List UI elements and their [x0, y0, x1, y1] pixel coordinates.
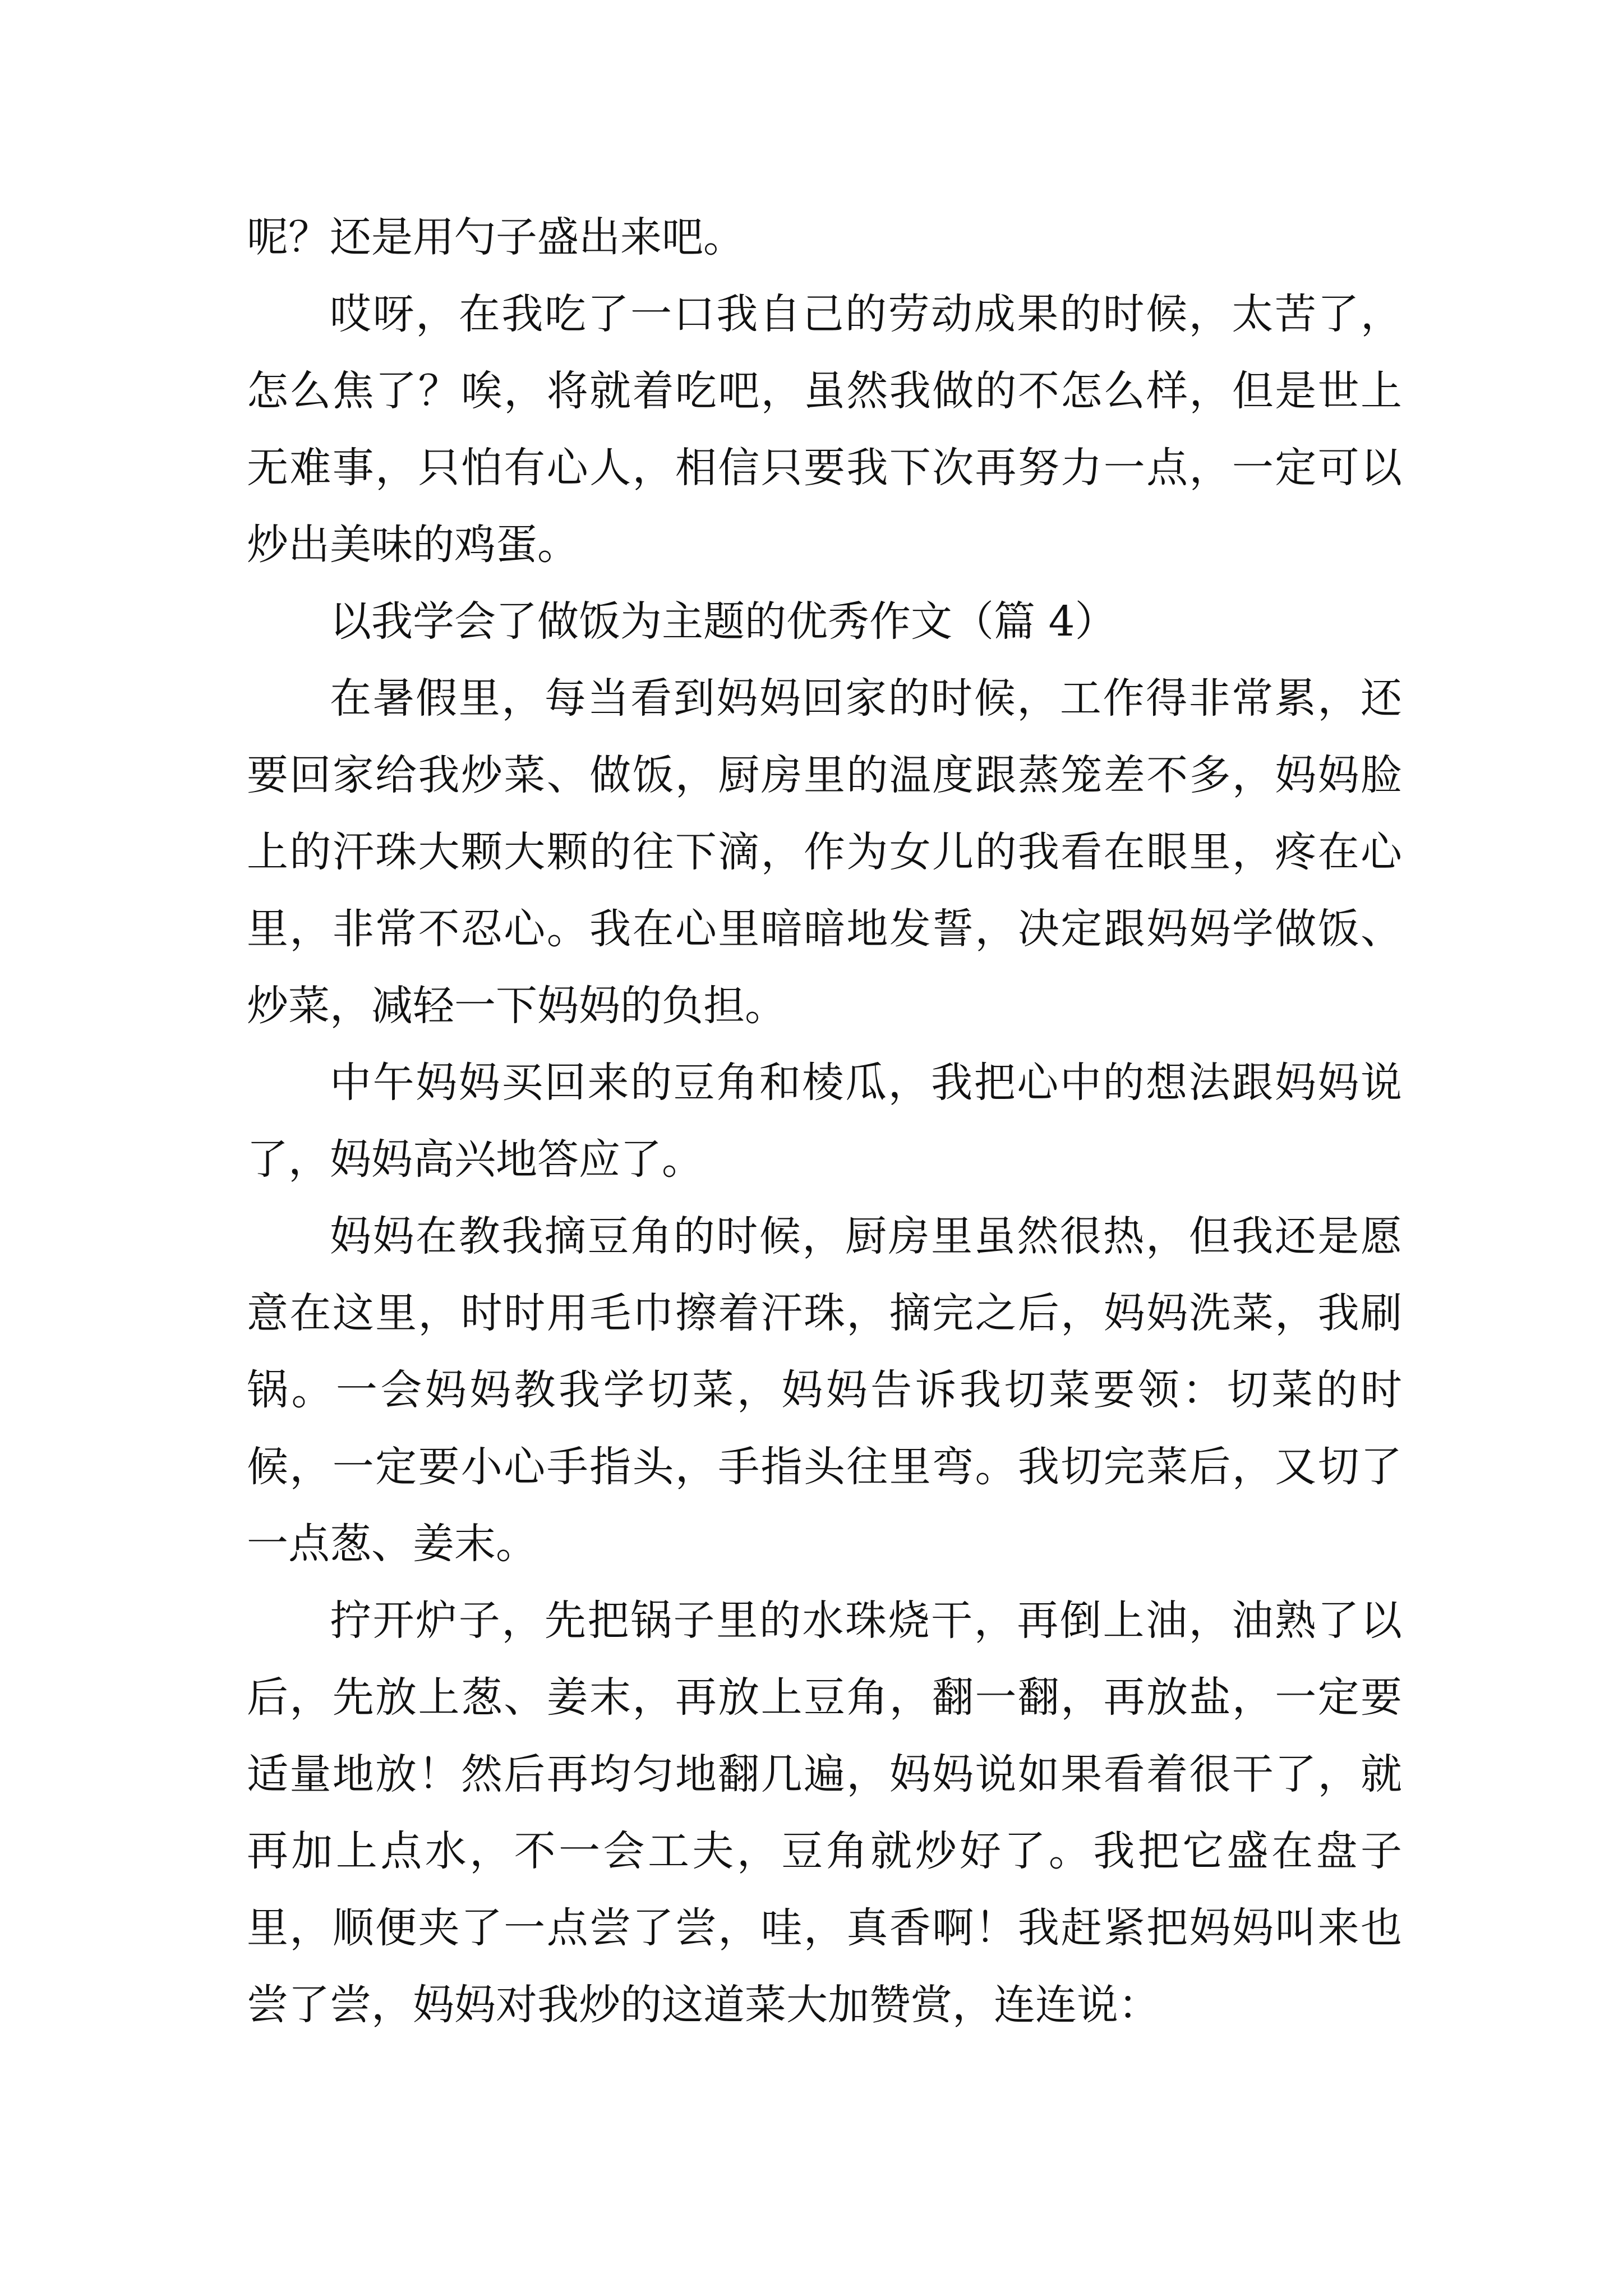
paragraph-cooking-steps: 拧开炉子，先把锅子里的水珠烧干，再倒上油，油熟了以后，先放上葱、姜末，再放上豆角，翻一翻，再放盐，一定要适量地放！然后再均匀地翻几遍，妈妈说如果看着很干了，就再加上点水，不一会工夫，豆角就炒好了。我把它盛在盘子里，顺便夹了一点尝了尝，哇，真香啊！我赶紧把妈妈叫来也尝了尝，妈妈对我炒的这道菜大加赞赏，连连说：: [247, 1596, 1402, 2029]
section-heading: 以我学会了做饭为主题的优秀作文（篇 4）: [330, 597, 1117, 646]
paragraph-picking-beans: 妈妈在教我摘豆角的时候，厨房里虽然很热，但我还是愿意在这里，时时用毛巾擦着汗珠，摘完之后，妈妈洗菜，我刷锅。一会妈妈教我学切菜，妈妈告诉我切菜要领：切菜的时候，一定要小心手指头，手指头往里弯。我切完菜后，又切了一点葱、姜末。: [247, 1212, 1402, 1568]
paragraph-continuation: 呢？还是用勺子盛出来吧。: [247, 213, 745, 261]
paragraph-bitter-eggs: 哎呀，在我吃了一口我自己的劳动成果的时候，太苦了，怎么焦了？唉，将就着吃吧，虽然我做的不怎么样，但是世上无难事，只怕有心人，相信只要我下次再努力一点，一定可以炒出美味的鸡蛋。: [247, 290, 1402, 569]
document-body: [247, 199, 1402, 2044]
paragraph-summer-vacation: 在暑假里，每当看到妈妈回家的时候，工作得非常累，还要回家给我炒菜、做饭，厨房里的温度跟蒸笼差不多，妈妈脸上的汗珠大颗大颗的往下滴，作为女儿的我看在眼里，疼在心里，非常不忍心。我在心里暗暗地发誓，决定跟妈妈学做饭、炒菜，减轻一下妈妈的负担。: [247, 674, 1402, 1030]
paragraph-noon-vegetables: 中午妈妈买回来的豆角和棱瓜，我把心中的想法跟妈妈说了，妈妈高兴地答应了。: [247, 1059, 1402, 1184]
